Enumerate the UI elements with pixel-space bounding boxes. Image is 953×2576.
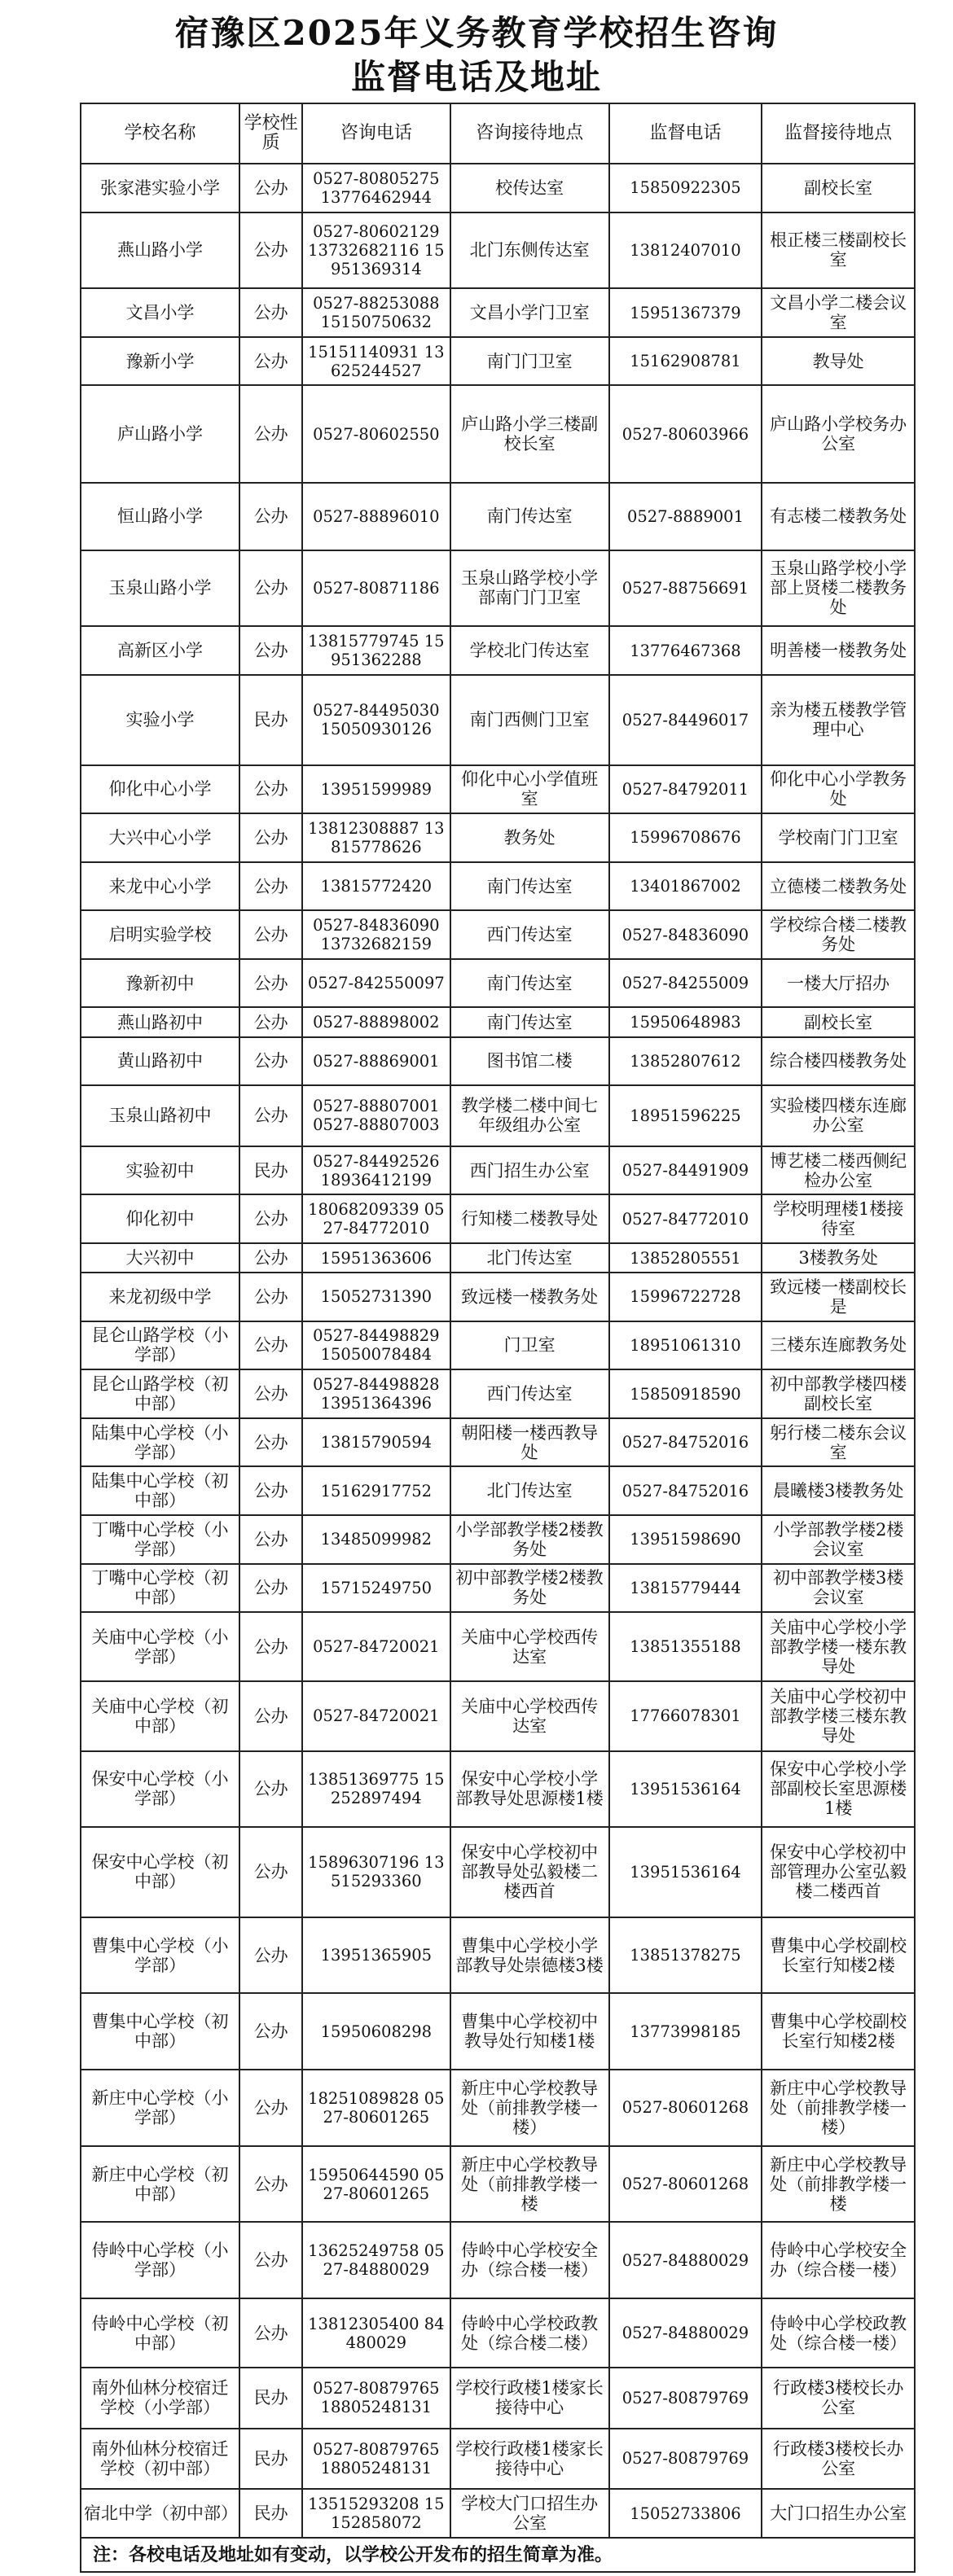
consult-phone-cell: 13951599989: [302, 765, 450, 814]
school-name-cell: 关庙中心学校（小学部）: [81, 1612, 239, 1681]
supervise-place-cell: 侍岭中心学校政教处（综合楼一楼）: [762, 2298, 915, 2368]
school-type-cell: 公办: [239, 626, 302, 675]
school-name-cell: 南外仙林分校宿迁学校（小学部）: [81, 2368, 239, 2428]
consult-phone-cell: 0527-88253088 15150750632: [302, 288, 450, 337]
consult-place-cell: 南门传达室: [450, 1007, 609, 1036]
supervise-phone-cell: 13815779444: [609, 1564, 762, 1613]
header-school-type: 学校性质: [239, 103, 302, 164]
supervise-place-cell: 初中部教学楼四楼副校长室: [762, 1369, 915, 1418]
supervise-place-cell: 学校明理楼1楼接待室: [762, 1194, 915, 1243]
supervise-phone-cell: 13951598690: [609, 1515, 762, 1564]
supervise-phone-cell: 0527-84752016: [609, 1418, 762, 1467]
consult-place-cell: 朝阳楼一楼西教导处: [450, 1418, 609, 1467]
school-type-cell: 公办: [239, 550, 302, 627]
school-type-cell: 公办: [239, 483, 302, 550]
school-type-cell: 公办: [239, 1917, 302, 1994]
consult-phone-cell: 13851369775 15252897494: [302, 1751, 450, 1828]
supervise-place-cell: 副校长室: [762, 164, 915, 212]
table-note: 注：各校电话及地址如有变动，以学校公开发布的招生简章为准。: [81, 2538, 915, 2572]
consult-phone-cell: 0527-80871186: [302, 550, 450, 627]
school-name-cell: 仰化初中: [81, 1194, 239, 1243]
supervise-place-cell: 玉泉山路学校小学部上贤楼二楼教务处: [762, 550, 915, 627]
school-type-cell: 公办: [239, 862, 302, 911]
school-type-cell: 公办: [239, 765, 302, 814]
supervise-phone-cell: 15162908781: [609, 337, 762, 386]
supervise-place-cell: 晨曦楼3楼教务处: [762, 1466, 915, 1515]
consult-place-cell: 新庄中心学校教导处（前排教学楼一楼）: [450, 2070, 609, 2146]
school-name-cell: 曹集中心学校（小学部）: [81, 1917, 239, 1994]
supervise-place-cell: 保安中心学校小学部副校长室思源楼1楼: [762, 1751, 915, 1828]
supervise-place-cell: 侍岭中心学校安全办（综合楼一楼）: [762, 2222, 915, 2298]
consult-place-cell: 行知楼二楼教导处: [450, 1194, 609, 1243]
school-name-cell: 大兴中心小学: [81, 813, 239, 862]
title-line-1: 宿豫区2025年义务教育学校招生咨询: [174, 13, 779, 53]
consult-place-cell: 关庙中心学校西传达室: [450, 1612, 609, 1681]
table-row: [81, 765, 915, 814]
supervise-place-cell: 躬行楼二楼东会议室: [762, 1418, 915, 1467]
supervise-phone-cell: 0527-84792011: [609, 765, 762, 814]
table-row: [81, 626, 915, 675]
supervise-phone-cell: 0527-8889001: [609, 483, 762, 550]
school-name-cell: 侍岭中心学校（小学部）: [81, 2222, 239, 2298]
supervise-place-cell: 小学部教学楼2楼会议室: [762, 1515, 915, 1564]
table-row: [81, 385, 915, 482]
supervise-place-cell: 关庙中心学校初中部教学楼三楼东教导处: [762, 1681, 915, 1750]
supervise-phone-cell: 18951061310: [609, 1321, 762, 1370]
school-type-cell: 公办: [239, 2070, 302, 2146]
supervise-phone-cell: 0527-80601268: [609, 2070, 762, 2146]
consult-phone-cell: 0527-80879765 18805248131: [302, 2429, 450, 2489]
school-name-cell: 实验初中: [81, 1146, 239, 1195]
school-type-cell: 公办: [239, 2146, 302, 2223]
consult-phone-cell: 13815779745 15951362288: [302, 626, 450, 675]
school-type-cell: 公办: [239, 959, 302, 1008]
consult-place-cell: 北门传达室: [450, 1466, 609, 1515]
school-type-cell: 公办: [239, 1418, 302, 1467]
consult-phone-cell: 0527-84495030 15050930126: [302, 675, 450, 765]
supervise-phone-cell: 15950648983: [609, 1007, 762, 1036]
table-row: [81, 1321, 915, 1370]
supervise-place-cell: 立德楼二楼教务处: [762, 862, 915, 911]
school-type-cell: 公办: [239, 2298, 302, 2368]
school-type-cell: 民办: [239, 2368, 302, 2428]
table-row: [81, 2368, 915, 2428]
consult-phone-cell: 15950608298: [302, 1993, 450, 2070]
supervise-place-cell: 曹集中心学校副校长室行知楼2楼: [762, 1993, 915, 2070]
supervise-phone-cell: 0527-84772010: [609, 1194, 762, 1243]
supervise-place-cell: 文昌小学二楼会议室: [762, 288, 915, 337]
school-name-cell: 恒山路小学: [81, 483, 239, 550]
table-row: [81, 1273, 915, 1321]
consult-phone-cell: 0527-88869001: [302, 1037, 450, 1086]
supervise-phone-cell: 13951536164: [609, 1751, 762, 1828]
consult-place-cell: 南门传达室: [450, 483, 609, 550]
school-name-cell: 张家港实验小学: [81, 164, 239, 212]
school-type-cell: 公办: [239, 385, 302, 482]
consult-place-cell: 保安中心学校初中部教导处弘毅楼二楼西首: [450, 1827, 609, 1917]
school-type-cell: 公办: [239, 1085, 302, 1146]
table-row: [81, 1085, 915, 1146]
table-row: [81, 675, 915, 765]
school-contact-table: [80, 103, 916, 2573]
school-type-cell: 民办: [239, 2429, 302, 2489]
school-type-cell: 公办: [239, 1369, 302, 1418]
consult-phone-cell: 13485099982: [302, 1515, 450, 1564]
school-type-cell: 公办: [239, 337, 302, 386]
school-name-cell: 新庄中心学校（初中部）: [81, 2146, 239, 2223]
supervise-phone-cell: 0527-80879769: [609, 2368, 762, 2428]
consult-phone-cell: 0527-84498829 15050078484: [302, 1321, 450, 1370]
consult-phone-cell: 0527-88898002: [302, 1007, 450, 1036]
consult-phone-cell: 15162917752: [302, 1466, 450, 1515]
school-type-cell: 公办: [239, 1007, 302, 1036]
supervise-phone-cell: 13852805551: [609, 1243, 762, 1273]
supervise-place-cell: 庐山路小学校务办公室: [762, 385, 915, 482]
consult-phone-cell: 18251089828 0527-80601265: [302, 2070, 450, 2146]
supervise-phone-cell: 15850918590: [609, 1369, 762, 1418]
supervise-place-cell: 副校长室: [762, 1007, 915, 1036]
consult-phone-cell: 15950644590 0527-80601265: [302, 2146, 450, 2223]
supervise-place-cell: 新庄中心学校教导处（前排教学楼一楼）: [762, 2070, 915, 2146]
school-type-cell: 公办: [239, 1751, 302, 1828]
table-row: [81, 1917, 915, 1994]
supervise-place-cell: 曹集中心学校副校长室行知楼2楼: [762, 1917, 915, 1994]
supervise-phone-cell: 0527-84752016: [609, 1466, 762, 1515]
consult-phone-cell: 0527-80879765 18805248131: [302, 2368, 450, 2428]
school-type-cell: 公办: [239, 1681, 302, 1750]
table-row: [81, 1243, 915, 1273]
supervise-phone-cell: 13951536164: [609, 1827, 762, 1917]
consult-place-cell: 教学楼二楼中间七年级组办公室: [450, 1085, 609, 1146]
consult-phone-cell: 0527-84720021: [302, 1681, 450, 1750]
table-body: [81, 164, 915, 2538]
consult-phone-cell: 0527-84498828 13951364396: [302, 1369, 450, 1418]
supervise-phone-cell: 0527-84491909: [609, 1146, 762, 1195]
school-type-cell: 公办: [239, 288, 302, 337]
school-name-cell: 保安中心学校（初中部）: [81, 1827, 239, 1917]
school-name-cell: 来龙中心小学: [81, 862, 239, 911]
consult-place-cell: 西门传达室: [450, 910, 609, 959]
school-type-cell: 公办: [239, 1243, 302, 1273]
school-type-cell: 公办: [239, 1993, 302, 2070]
school-type-cell: 公办: [239, 1827, 302, 1917]
supervise-phone-cell: 15850922305: [609, 164, 762, 212]
table-row: [81, 1194, 915, 1243]
supervise-place-cell: 一楼大厅招办: [762, 959, 915, 1008]
supervise-phone-cell: 15996708676: [609, 813, 762, 862]
school-name-cell: 侍岭中心学校（初中部）: [81, 2298, 239, 2368]
consult-place-cell: 南门传达室: [450, 959, 609, 1008]
table-row: [81, 2146, 915, 2223]
consult-place-cell: 曹集中心学校小学部教导处崇德楼3楼: [450, 1917, 609, 1994]
consult-phone-cell: 0527-842550097: [302, 959, 450, 1008]
school-type-cell: 公办: [239, 813, 302, 862]
school-type-cell: 民办: [239, 675, 302, 765]
supervise-place-cell: 保安中心学校初中部管理办公室弘毅楼二楼西首: [762, 1827, 915, 1917]
table-row: [81, 1993, 915, 2070]
supervise-phone-cell: 0527-80601268: [609, 2146, 762, 2223]
supervise-phone-cell: 15052733806: [609, 2489, 762, 2538]
school-type-cell: 公办: [239, 2222, 302, 2298]
table-row: [81, 959, 915, 1008]
table-row: [81, 910, 915, 959]
consult-phone-cell: 13625249758 0527-84880029: [302, 2222, 450, 2298]
consult-place-cell: 教务处: [450, 813, 609, 862]
consult-phone-cell: 15715249750: [302, 1564, 450, 1613]
school-name-cell: 高新区小学: [81, 626, 239, 675]
supervise-place-cell: 学校南门门卫室: [762, 813, 915, 862]
table-row: [81, 1515, 915, 1564]
supervise-place-cell: 关庙中心学校小学部教学楼一楼东教导处: [762, 1612, 915, 1681]
consult-phone-cell: 13951365905: [302, 1917, 450, 1994]
supervise-phone-cell: 13851378275: [609, 1917, 762, 1994]
consult-place-cell: 西门传达室: [450, 1369, 609, 1418]
school-type-cell: 公办: [239, 1612, 302, 1681]
table-row: [81, 1418, 915, 1467]
supervise-place-cell: 亲为楼五楼教学管理中心: [762, 675, 915, 765]
supervise-place-cell: 致远楼一楼副校长是: [762, 1273, 915, 1321]
supervise-place-cell: 综合楼四楼教务处: [762, 1037, 915, 1086]
consult-place-cell: 玉泉山路学校小学部南门门卫室: [450, 550, 609, 627]
supervise-place-cell: 实验楼四楼东连廊办公室: [762, 1085, 915, 1146]
school-name-cell: 文昌小学: [81, 288, 239, 337]
consult-place-cell: 侍岭中心学校安全办（综合楼一楼）: [450, 2222, 609, 2298]
consult-phone-cell: 0527-88896010: [302, 483, 450, 550]
school-type-cell: 公办: [239, 1466, 302, 1515]
consult-place-cell: 曹集中心学校初中教导处行知楼1楼: [450, 1993, 609, 2070]
school-name-cell: 宿北中学（初中部）: [81, 2489, 239, 2538]
consult-place-cell: 门卫室: [450, 1321, 609, 1370]
table-row: [81, 2222, 915, 2298]
table-row: [81, 2429, 915, 2489]
consult-phone-cell: 0527-84720021: [302, 1612, 450, 1681]
consult-place-cell: 新庄中心学校教导处（前排教学楼一楼: [450, 2146, 609, 2223]
school-type-cell: 公办: [239, 1194, 302, 1243]
school-type-cell: 民办: [239, 1146, 302, 1195]
school-name-cell: 丁嘴中心学校（小学部）: [81, 1515, 239, 1564]
school-name-cell: 丁嘴中心学校（初中部）: [81, 1564, 239, 1613]
supervise-phone-cell: 0527-88756691: [609, 550, 762, 627]
supervise-phone-cell: 13401867002: [609, 862, 762, 911]
consult-place-cell: 侍岭中心学校政教处（综合楼二楼）: [450, 2298, 609, 2368]
school-type-cell: 公办: [239, 910, 302, 959]
table-row: [81, 288, 915, 337]
consult-place-cell: 致远楼一楼教务处: [450, 1273, 609, 1321]
consult-phone-cell: 0527-84836090 13732682159: [302, 910, 450, 959]
consult-place-cell: 北门传达室: [450, 1243, 609, 1273]
school-type-cell: 公办: [239, 1321, 302, 1370]
school-type-cell: 公办: [239, 1037, 302, 1086]
consult-place-cell: 庐山路小学三楼副校长室: [450, 385, 609, 482]
consult-phone-cell: 15896307196 13515293360: [302, 1827, 450, 1917]
consult-phone-cell: 0527-80805275 13776462944: [302, 164, 450, 212]
supervise-phone-cell: 0527-84496017: [609, 675, 762, 765]
title-line-2: 监督电话及地址: [350, 57, 602, 97]
table-header-row: [81, 103, 915, 164]
school-name-cell: 陆集中心学校（小学部）: [81, 1418, 239, 1467]
school-name-cell: 保安中心学校（小学部）: [81, 1751, 239, 1828]
consult-place-cell: 初中部教学楼2楼教务处: [450, 1564, 609, 1613]
consult-phone-cell: 0527-88807001 0527-88807003: [302, 1085, 450, 1146]
supervise-place-cell: 新庄中心学校教导处（前排教学楼一楼: [762, 2146, 915, 2223]
supervise-phone-cell: 13851355188: [609, 1612, 762, 1681]
consult-phone-cell: 0527-80602129 13732682116 15951369314: [302, 212, 450, 289]
table-row: [81, 1007, 915, 1036]
consult-place-cell: 图书馆二楼: [450, 1037, 609, 1086]
note-row: [81, 2538, 915, 2572]
supervise-place-cell: 教导处: [762, 337, 915, 386]
school-name-cell: 燕山路初中: [81, 1007, 239, 1036]
consult-phone-cell: 15151140931 13625244527: [302, 337, 450, 386]
school-name-cell: 曹集中心学校（初中部）: [81, 1993, 239, 2070]
supervise-phone-cell: 13812407010: [609, 212, 762, 289]
consult-place-cell: 仰化中心小学值班室: [450, 765, 609, 814]
school-name-cell: 陆集中心学校（初中部）: [81, 1466, 239, 1515]
table-row: [81, 483, 915, 550]
table-row: [81, 2489, 915, 2538]
table-row: [81, 1827, 915, 1917]
school-name-cell: 大兴初中: [81, 1243, 239, 1273]
header-consult-phone: 咨询电话: [302, 103, 450, 164]
supervise-phone-cell: 15996722728: [609, 1273, 762, 1321]
supervise-phone-cell: 0527-80603966: [609, 385, 762, 482]
supervise-place-cell: 有志楼二楼教务处: [762, 483, 915, 550]
school-name-cell: 仰化中心小学: [81, 765, 239, 814]
header-school-name: 学校名称: [81, 103, 239, 164]
school-type-cell: 公办: [239, 164, 302, 212]
table-row: [81, 1751, 915, 1828]
supervise-phone-cell: 0527-84255009: [609, 959, 762, 1008]
supervise-place-cell: 学校综合楼二楼教务处: [762, 910, 915, 959]
school-name-cell: 玉泉山路小学: [81, 550, 239, 627]
school-type-cell: 民办: [239, 2489, 302, 2538]
supervise-phone-cell: 15951367379: [609, 288, 762, 337]
school-name-cell: 来龙初级中学: [81, 1273, 239, 1321]
school-name-cell: 昆仑山路学校（小学部）: [81, 1321, 239, 1370]
table-row: [81, 2298, 915, 2368]
supervise-phone-cell: 13852807612: [609, 1037, 762, 1086]
consult-place-cell: 保安中心学校小学部教导处思源楼1楼: [450, 1751, 609, 1828]
consult-phone-cell: 13812305400 84480029: [302, 2298, 450, 2368]
school-name-cell: 启明实验学校: [81, 910, 239, 959]
consult-phone-cell: 13812308887 13815778626: [302, 813, 450, 862]
school-type-cell: 公办: [239, 1273, 302, 1321]
school-name-cell: 实验小学: [81, 675, 239, 765]
table-row: [81, 1037, 915, 1086]
table-row: [81, 550, 915, 627]
consult-phone-cell: 13515293208 15152858072: [302, 2489, 450, 2538]
table-row: [81, 1612, 915, 1681]
supervise-phone-cell: 0527-84880029: [609, 2222, 762, 2298]
consult-phone-cell: 15951363606: [302, 1243, 450, 1273]
consult-place-cell: 南门西侧门卫室: [450, 675, 609, 765]
table-row: [81, 813, 915, 862]
consult-phone-cell: 0527-80602550: [302, 385, 450, 482]
table-row: [81, 1146, 915, 1195]
school-name-cell: 庐山路小学: [81, 385, 239, 482]
table-row: [81, 1369, 915, 1418]
consult-place-cell: 西门招生办公室: [450, 1146, 609, 1195]
consult-place-cell: 文昌小学门卫室: [450, 288, 609, 337]
school-type-cell: 公办: [239, 1564, 302, 1613]
school-name-cell: 豫新初中: [81, 959, 239, 1008]
consult-place-cell: 南门门卫室: [450, 337, 609, 386]
table-row: [81, 1466, 915, 1515]
table-row: [81, 212, 915, 289]
supervise-place-cell: 初中部教学楼3楼会议室: [762, 1564, 915, 1613]
school-type-cell: 公办: [239, 1515, 302, 1564]
supervise-phone-cell: 0527-84836090: [609, 910, 762, 959]
page-title: [0, 0, 953, 103]
school-name-cell: 燕山路小学: [81, 212, 239, 289]
school-name-cell: 豫新小学: [81, 337, 239, 386]
consult-place-cell: 学校行政楼1楼家长接待中心: [450, 2429, 609, 2489]
table-row: [81, 164, 915, 212]
consult-place-cell: 小学部教学楼2楼教务处: [450, 1515, 609, 1564]
supervise-place-cell: 明善楼一楼教务处: [762, 626, 915, 675]
table-row: [81, 1564, 915, 1613]
supervise-phone-cell: 18951596225: [609, 1085, 762, 1146]
consult-place-cell: 关庙中心学校西传达室: [450, 1681, 609, 1750]
consult-phone-cell: 13815772420: [302, 862, 450, 911]
school-name-cell: 新庄中心学校（小学部）: [81, 2070, 239, 2146]
supervise-place-cell: 3楼教务处: [762, 1243, 915, 1273]
consult-place-cell: 学校行政楼1楼家长接待中心: [450, 2368, 609, 2428]
supervise-phone-cell: 17766078301: [609, 1681, 762, 1750]
table-row: [81, 2070, 915, 2146]
supervise-place-cell: 行政楼3楼校长办公室: [762, 2368, 915, 2428]
school-name-cell: 黄山路初中: [81, 1037, 239, 1086]
school-name-cell: 南外仙林分校宿迁学校（初中部）: [81, 2429, 239, 2489]
supervise-place-cell: 博艺楼二楼西侧纪检办公室: [762, 1146, 915, 1195]
supervise-phone-cell: 13776467368: [609, 626, 762, 675]
table-row: [81, 1681, 915, 1750]
supervise-place-cell: 行政楼3楼校长办公室: [762, 2429, 915, 2489]
supervise-place-cell: 仰化中心小学教务处: [762, 765, 915, 814]
supervise-place-cell: 三楼东连廊教务处: [762, 1321, 915, 1370]
consult-place-cell: 北门东侧传达室: [450, 212, 609, 289]
school-type-cell: 公办: [239, 212, 302, 289]
school-name-cell: 玉泉山路初中: [81, 1085, 239, 1146]
supervise-phone-cell: 0527-84880029: [609, 2298, 762, 2368]
consult-phone-cell: 13815790594: [302, 1418, 450, 1467]
consult-phone-cell: 0527-84492526 18936412199: [302, 1146, 450, 1195]
header-supervise-place: 监督接待地点: [762, 103, 915, 164]
consult-place-cell: 学校大门口招生办公室: [450, 2489, 609, 2538]
consult-place-cell: 学校北门传达室: [450, 626, 609, 675]
supervise-phone-cell: 13773998185: [609, 1993, 762, 2070]
consult-place-cell: 南门传达室: [450, 862, 609, 911]
header-consult-place: 咨询接待地点: [450, 103, 609, 164]
school-name-cell: 昆仑山路学校（初中部）: [81, 1369, 239, 1418]
consult-phone-cell: 15052731390: [302, 1273, 450, 1321]
school-name-cell: 关庙中心学校（初中部）: [81, 1681, 239, 1750]
table-row: [81, 337, 915, 386]
supervise-place-cell: 大门口招生办公室: [762, 2489, 915, 2538]
table-row: [81, 862, 915, 911]
supervise-place-cell: 根正楼三楼副校长室: [762, 212, 915, 289]
header-supervise-phone: 监督电话: [609, 103, 762, 164]
consult-place-cell: 校传达室: [450, 164, 609, 212]
supervise-phone-cell: 0527-80879769: [609, 2429, 762, 2489]
consult-phone-cell: 18068209339 0527-84772010: [302, 1194, 450, 1243]
